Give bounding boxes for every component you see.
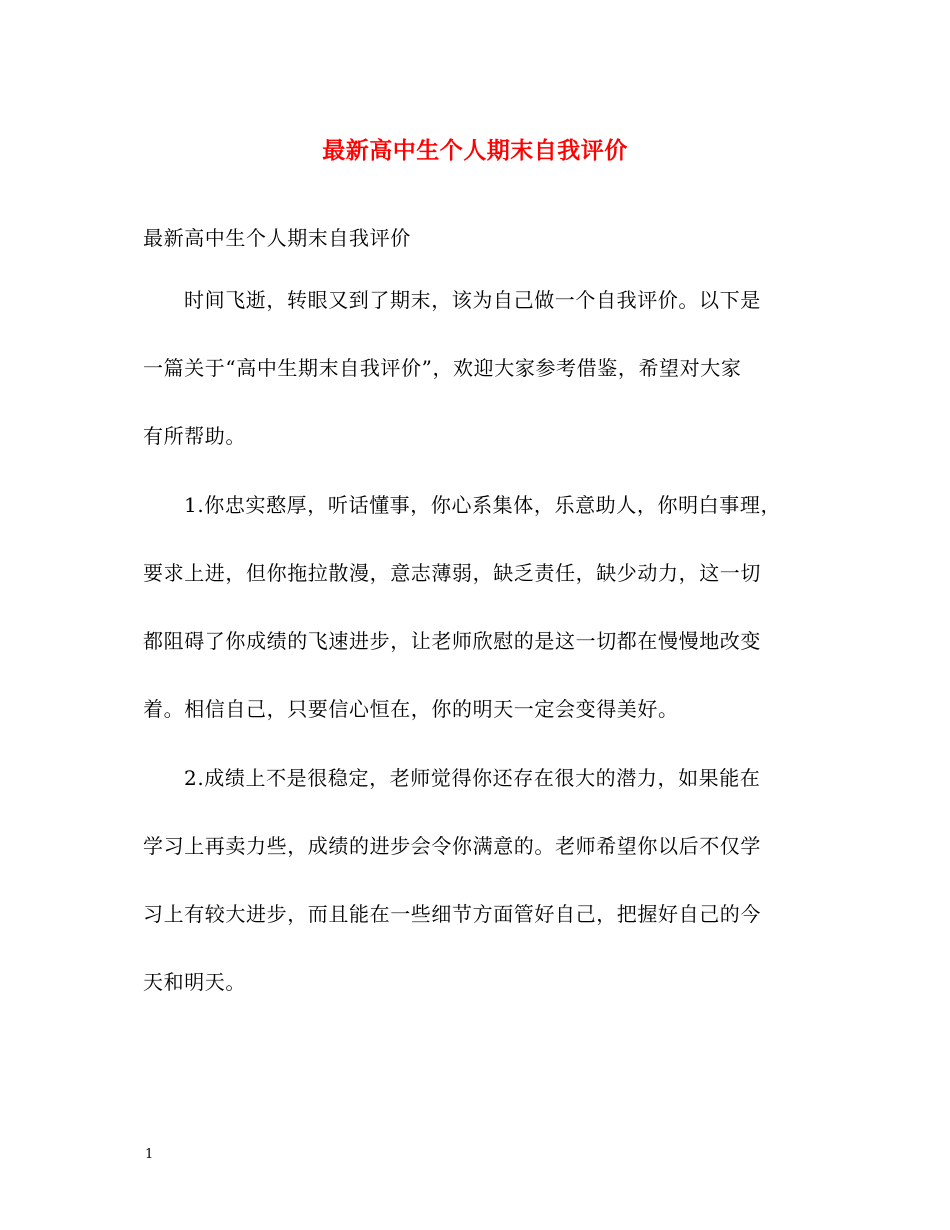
paragraph-line: 都阻碍了你成绩的飞速进步，让老师欣慰的是这一切都在慢慢地改变 <box>143 629 761 653</box>
paragraph-line: 2.成绩上不是很稳定，老师觉得你还存在很大的潜力，如果能在 <box>184 766 761 790</box>
paragraph-line: 着。相信自己，只要信心恒在，你的明天一定会变得美好。 <box>143 697 679 721</box>
paragraph-line: 要求上进，但你拖拉散漫，意志薄弱，缺乏责任，缺少动力，这一切 <box>143 561 761 585</box>
document-title: 最新高中生个人期末自我评价 <box>322 137 628 164</box>
paragraph-line: 1.你忠实憨厚，听话懂事，你心系集体，乐意助人，你明白事理， <box>184 493 782 517</box>
paragraph-line: 习上有较大进步，而且能在一些细节方面管好自己，把握好自己的今 <box>143 902 761 926</box>
paragraph-line: 天和明天。 <box>143 970 246 994</box>
paragraph-line: 有所帮助。 <box>143 424 246 448</box>
paragraph-line: 时间飞逝，转眼又到了期末，该为自己做一个自我评价。以下是 <box>184 288 761 312</box>
paragraph-line: 一篇关于“高中生期末自我评价”，欢迎大家参考借鉴，希望对大家 <box>143 356 742 380</box>
paragraph-line: 学习上再卖力些，成绩的进步会令你满意的。老师希望你以后不仅学 <box>143 834 761 858</box>
page-number: 1 <box>145 1147 154 1162</box>
document-subtitle: 最新高中生个人期末自我评价 <box>143 226 411 250</box>
